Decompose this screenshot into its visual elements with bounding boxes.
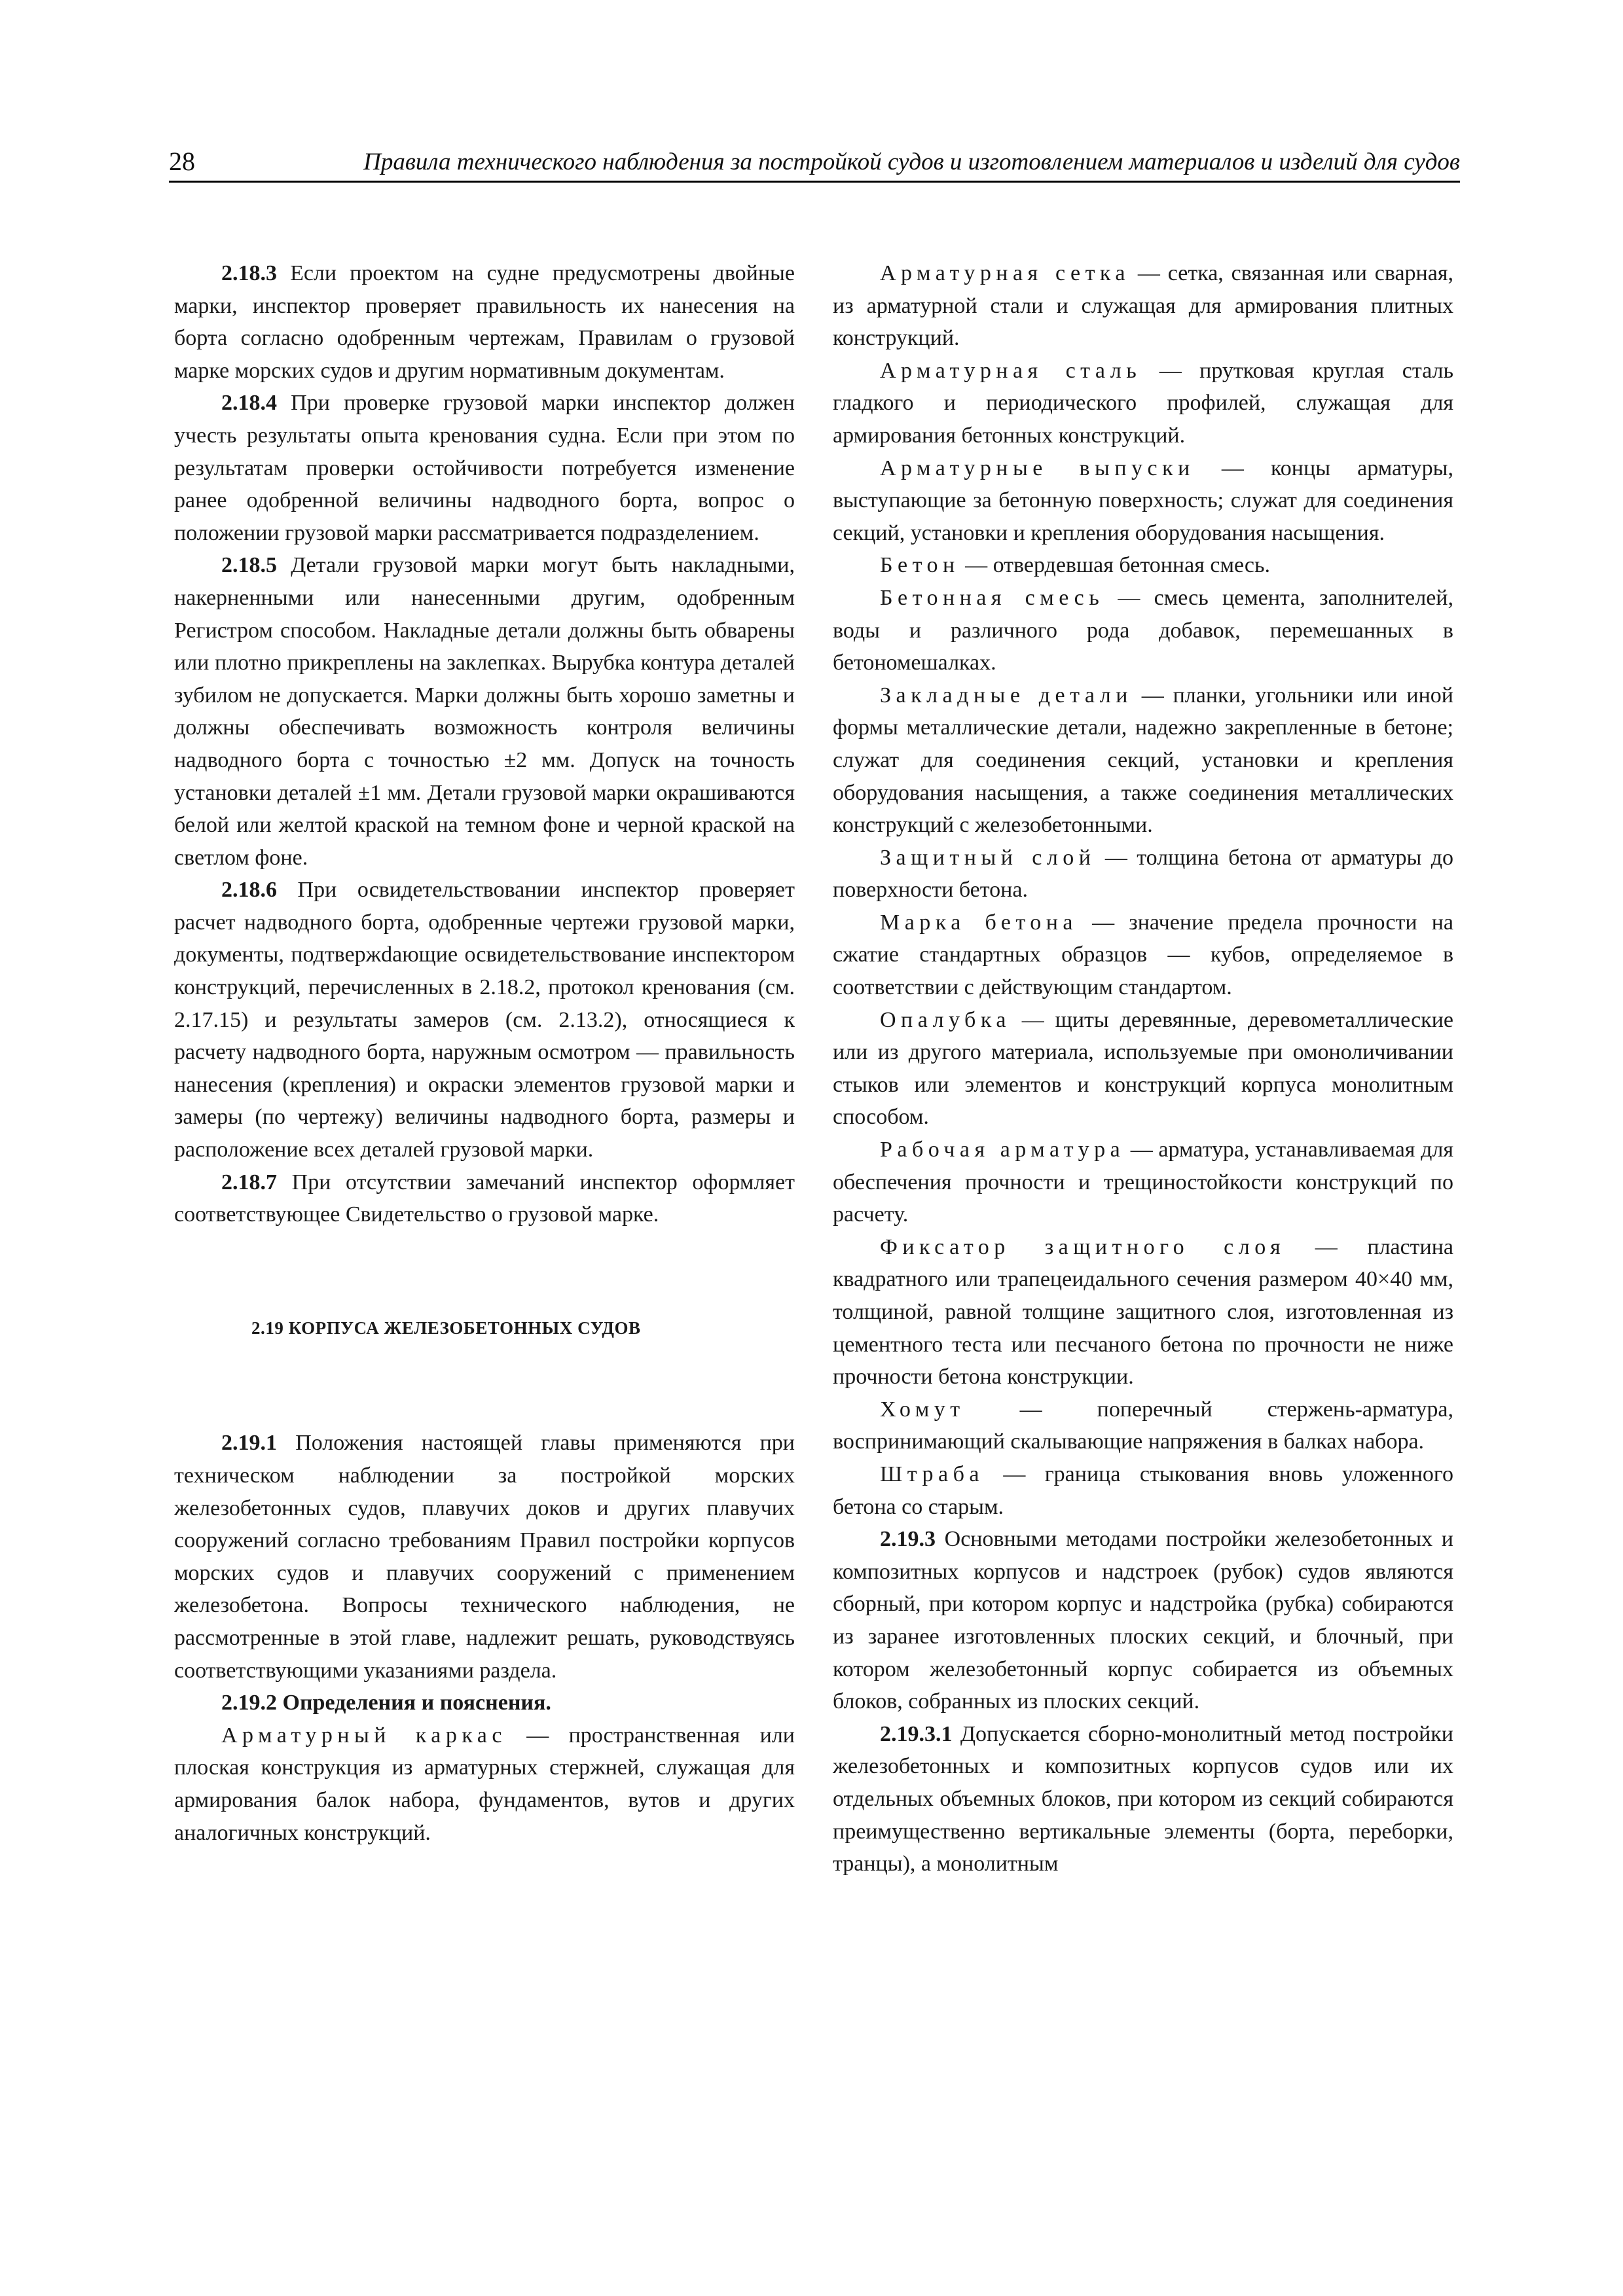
definition-armaturnye-vypuski bbox=[833, 452, 1453, 550]
definition-text: — пластина квадратного или трапецеидального сечения размером 40×40 мм, толщиной, равной толщине защитного слоя, изготовленная из цементного теста или песчаного бетона по прочности не ниже прочности бетона конструкции. bbox=[833, 1234, 1453, 1390]
definition-fiksator bbox=[833, 1231, 1453, 1393]
clause-number: 2.18.6 bbox=[221, 878, 277, 903]
definition-homut bbox=[833, 1393, 1453, 1458]
definition-betonnaya-smes bbox=[833, 582, 1453, 679]
definition-term: Бетонная смесь bbox=[880, 585, 1104, 610]
running-title: Правила технического наблюдения за постройкой судов и изготовлением материалов и изделий для судов bbox=[363, 149, 1460, 175]
definition-armaturnaya-stal bbox=[833, 355, 1453, 452]
paragraph-text: Положения настоящей главы применяются при техническом наблюдении за постройкой морских железобетонных судов, плавучих доков и других плавучих сооружений согласно требованиям Правил постройки корпусов морских судов и плавучих сооружений с применением железобетона. Вопросы технического наблюдения, не рассмотренные в этой главе, надлежит решать, руководствуясь соответствующими указаниями раздела. bbox=[174, 1431, 795, 1683]
definition-term: Защитный слой bbox=[880, 845, 1096, 870]
clause-number: 2.19.3 bbox=[880, 1527, 936, 1552]
paragraph-2-18-4 bbox=[174, 387, 795, 549]
definition-text: — концы арматуры, выступающие за бетонную поверхность; служат для соединения секций, установки и крепления оборудования насыщения. bbox=[833, 456, 1453, 545]
definition-marka-betona bbox=[833, 906, 1453, 1004]
definition-term: Арматурный каркас bbox=[221, 1723, 507, 1748]
definition-text: — прутковая круглая сталь гладкого и периодического профилей, служащая для армирования бетонных конструкций. bbox=[833, 358, 1453, 448]
definition-zakladnye-detali bbox=[833, 679, 1453, 842]
left-column bbox=[174, 257, 795, 1849]
paragraph-2-19-3-1 bbox=[833, 1718, 1453, 1880]
definition-text: — смесь цемента, заполнителей, воды и различного рода добавок, перемешанных в бетономешалках. bbox=[833, 585, 1453, 675]
clause-number: 2.18.4 bbox=[221, 391, 277, 416]
paragraph-2-18-3 bbox=[174, 257, 795, 387]
definition-term: Штраба bbox=[880, 1462, 984, 1486]
paragraph-2-18-6 bbox=[174, 874, 795, 1166]
definition-shtraba bbox=[833, 1458, 1453, 1523]
definition-rabochaya-armatura bbox=[833, 1134, 1453, 1231]
paragraph-2-18-7 bbox=[174, 1166, 795, 1231]
paragraph-text: Допускается сборно-монолитный метод постройки железобетонных и композитных корпусов судов или их отдельных объемных блоков, при котором из секций собираются преимущественно вертикальные элементы (борта, переборки, транцы), а монолитным bbox=[833, 1721, 1453, 1876]
paragraph-text: Основными методами постройки железобетонных и композитных корпусов и надстроек (рубок) судов являются сборный, при котором корпус и надстройка (рубка) собираются из заранее изготовленных плоских секций, и блочный, при котором железобетонный корпус собирается из объемных блоков, собранных из плоских секций. bbox=[833, 1527, 1453, 1714]
definition-term: Арматурная сетка bbox=[880, 261, 1130, 285]
clause-number: 2.18.3 bbox=[221, 261, 277, 285]
definition-armaturnaya-setka bbox=[833, 257, 1453, 355]
definition-text: — значение предела прочности на сжатие стандартных образцов — кубов, определяемое в соответствии с действующим стандартом. bbox=[833, 910, 1453, 1000]
page-number: 28 bbox=[169, 147, 195, 176]
paragraph-2-19-2 bbox=[174, 1687, 795, 1719]
clause-number: 2.19.3.1 bbox=[880, 1721, 953, 1746]
definition-armaturny-karkas bbox=[174, 1719, 795, 1849]
definition-term: Бетон bbox=[880, 553, 960, 578]
definition-text: — арматура, устанавливаемая для обеспечения прочности и трещиностойкости конструкций по расчету. bbox=[833, 1138, 1453, 1227]
definition-text: — толщина бетона от арматуры до поверхности бетона. bbox=[833, 845, 1453, 903]
definition-opalubka bbox=[833, 1004, 1453, 1134]
clause-number: 2.18.5 bbox=[221, 553, 277, 578]
definition-term: Рабочая арматура bbox=[880, 1138, 1125, 1162]
paragraph-text: Определения и пояснения. bbox=[277, 1691, 551, 1715]
paragraph-text: При освидетельствовании инспектор проверяет расчет надводного борта, одобренные чертежи грузовой марки, документы, подтвержdающие освидетельствование инспектором конструкций, перечисленных в 2.18.2, протокол кренования (см. 2.17.15) и результаты замеров (см. 2.13.2), относящиеся к расчету надводного борта, наружным осмотром — правильность нанесения (крепления) и окраски элементов грузовой марки и замеры (по чертежу) величины надводного борта, размеры и расположение всех деталей грузовой марки. bbox=[174, 878, 795, 1162]
definition-term: Хомут bbox=[880, 1397, 965, 1422]
definition-text: — поперечный стержень-арматура, воспринимающий скалывающие напряжения в балках набора. bbox=[833, 1397, 1453, 1454]
definition-text: — планки, угольники или иной формы металлические детали, надежно закрепленные в бетоне; служат для соединения секций, установки и крепления оборудования насыщения, а также соединения металлических конструкций с железобетонными. bbox=[833, 683, 1453, 838]
paragraph-text: Детали грузовой марки могут быть накладными, накерненными или нанесенными другим, одобренным Регистром способом. Накладные детали должны быть обварены или плотно прикреплены на заклепках. Вырубка контура деталей зубилом не допускается. Марки должны быть хорошо заметны и должны обеспечивать возможность контроля величины надводного борта с точностью ±2 мм. Допуск на точность установки деталей ±1 мм. Детали грузовой марки окрашиваются белой или желтой краской на темном фоне и черной краской на светлом фоне. bbox=[174, 553, 795, 870]
definition-term: Арматурные выпуски bbox=[880, 456, 1195, 480]
definition-term: Марка бетона bbox=[880, 910, 1078, 935]
paragraph-2-19-3 bbox=[833, 1523, 1453, 1718]
definition-text: — пространственная или плоская конструкция из арматурных стержней, служащая для армирования балок набора, фундаментов, вутов и других аналогичных конструкций. bbox=[174, 1723, 795, 1845]
paragraph-2-19-1 bbox=[174, 1427, 795, 1687]
paragraph-text: Если проектом на судне предусмотрены двойные марки, инспектор проверяет правильность их нанесения на борта согласно одобренным чертежам, Правилам о грузовой марке морских судов и другим нормативным документам. bbox=[174, 261, 795, 383]
definition-text: — отвердевшая бетонная смесь. bbox=[959, 553, 1270, 578]
section-heading: 2.19 КОРПУСА ЖЕЛЕЗОБЕТОННЫХ СУДОВ bbox=[251, 1318, 641, 1338]
definition-term: Арматурная сталь bbox=[880, 358, 1142, 383]
definition-term: Опалубка bbox=[880, 1007, 1011, 1032]
definition-beton bbox=[833, 549, 1453, 582]
clause-number: 2.18.7 bbox=[221, 1170, 277, 1194]
page-header bbox=[169, 140, 1460, 183]
definition-text: — щиты деревянные, деревометаллические или из другого материала, используемые при омоноличивании стыков или элементов и конструкций корпуса монолитным способом. bbox=[833, 1007, 1453, 1130]
right-column bbox=[833, 257, 1453, 1880]
clause-number: 2.19.1 bbox=[221, 1431, 277, 1456]
paragraph-text: При отсутствии замечаний инспектор оформляет соответствующее Свидетельство о грузовой марке. bbox=[174, 1170, 795, 1227]
paragraph-text: При проверке грузовой марки инспектор должен учесть результаты опыта кренования судна. Если при этом по результатам проверки остойчивости потребуется изменение ранее одобренной величины надводного борта, вопрос о положении грузовой марки рассматривается подразделением. bbox=[174, 391, 795, 545]
definition-zashchitny-sloy bbox=[833, 842, 1453, 906]
definition-term: Закладные детали bbox=[880, 683, 1133, 708]
paragraph-2-18-5 bbox=[174, 549, 795, 874]
definition-text: — граница стыкования вновь уложенного бетона со старым. bbox=[833, 1462, 1453, 1519]
clause-number: 2.19.2 bbox=[221, 1691, 277, 1715]
definition-term: Фиксатор защитного слоя bbox=[880, 1234, 1286, 1259]
definition-text: — сетка, связанная или сварная, из арматурной стали и служащая для армирования плитных конструкций. bbox=[833, 261, 1453, 351]
